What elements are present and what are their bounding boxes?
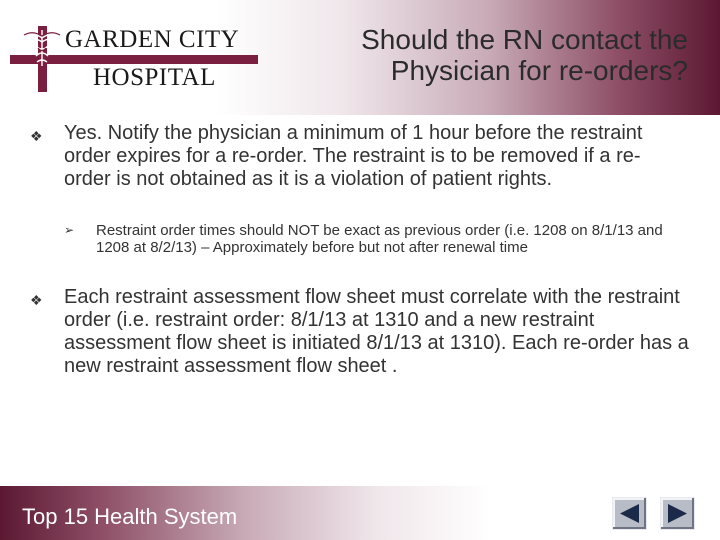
footer-text: Top 15 Health System	[22, 504, 238, 529]
sub-bullet-text: Restraint order times should NOT be exact as previous order (i.e. 1208 on 8/1/13 and 1208 at 8/2/13) – Approximately before but not after renewal time	[96, 222, 663, 256]
bullet-text: Yes. Notify the physician a minimum of 1 hour before the restraint order expires for a re-order. The restraint is to be removed if a re-order is not obtained as it is a violation of patient rights.	[64, 122, 643, 190]
triangle-right-icon	[665, 502, 690, 525]
next-slide-button[interactable]	[660, 497, 695, 530]
arrow-bullet-icon: ➢	[64, 223, 75, 237]
hospital-logo	[10, 24, 260, 96]
diamond-bullet-icon: ❖	[30, 292, 43, 308]
logo-name-line1: GARDEN CITY	[65, 26, 240, 53]
previous-slide-button[interactable]	[612, 497, 647, 530]
diamond-bullet-icon: ❖	[30, 128, 43, 144]
caduceus-icon	[20, 28, 64, 68]
bullet-text: Each restraint assessment flow sheet must correlate with the restraint order (i.e. restraint order: 8/1/13 at 1310 and a new restraint assessment flow sheet is initiated 8/1/13 at 1310). Each re-order has a new restraint assessment flow sheet .	[64, 286, 689, 377]
header-band	[0, 0, 720, 115]
triangle-left-icon	[617, 502, 642, 525]
logo-name-line2: HOSPITAL	[93, 64, 216, 91]
slide-title: Should the RN contact the Physician for re-orders?	[361, 24, 688, 86]
